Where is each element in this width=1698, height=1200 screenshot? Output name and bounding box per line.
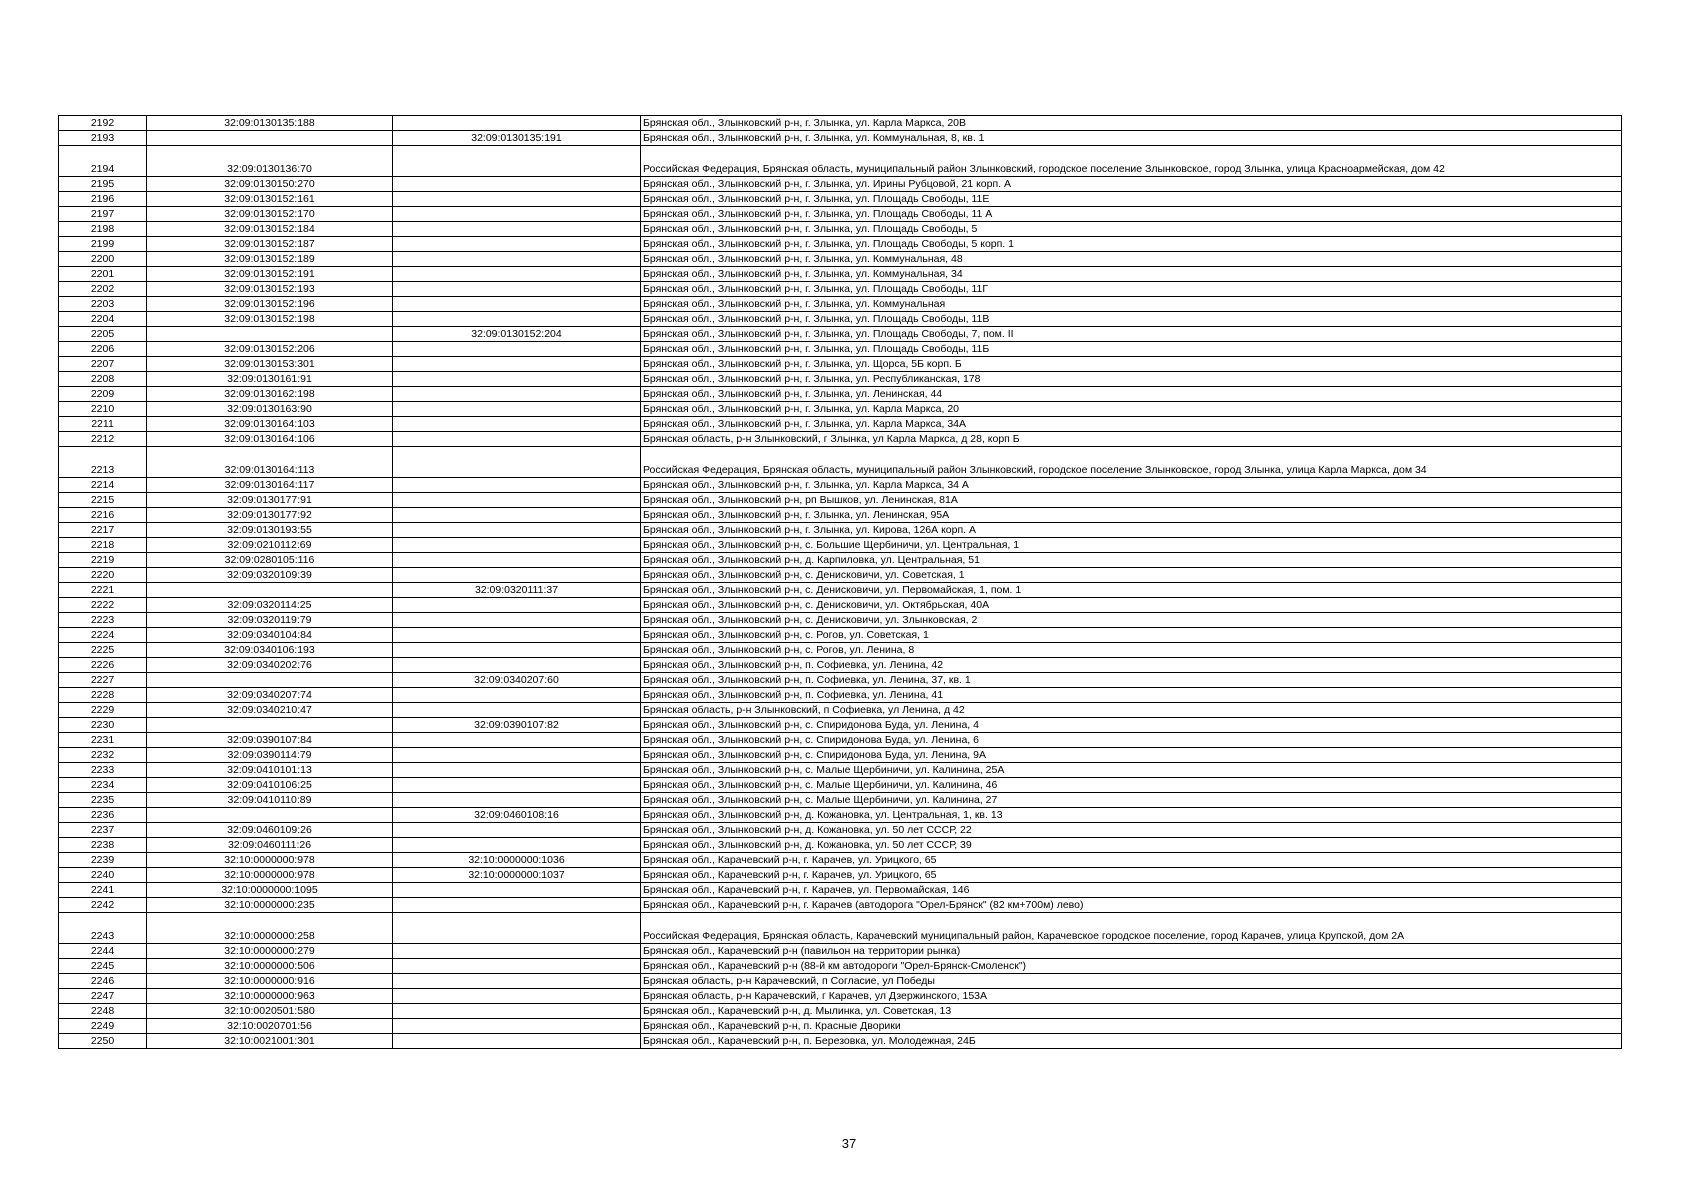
- address-cell: Брянская обл., Карачевский р-н, п. Березовка, ул. Молодежная, 24Б: [641, 1034, 1622, 1049]
- table-row: [59, 568, 1622, 583]
- table-row: [59, 868, 1622, 883]
- table-row: [59, 387, 1622, 402]
- address-cell: Брянская обл., Злынковский р-н, п. Софиевка, ул. Ленина, 37, кв. 1: [641, 673, 1622, 688]
- address-cell: Брянская область, р-н Карачевский, г Карачев, ул Дзержинского, 153А: [641, 989, 1622, 1004]
- cadastral-number-cell: 32:10:0020501:580: [147, 1004, 393, 1019]
- row-number-cell: 2229: [59, 703, 147, 718]
- address-cell: Брянская обл., Карачевский р-н, д. Мылинка, ул. Советская, 13: [641, 1004, 1622, 1019]
- row-number-cell: 2249: [59, 1019, 147, 1034]
- address-cell: Брянская обл., Злынковский р-н, г. Злынка, ул. Коммунальная, 48: [641, 252, 1622, 267]
- row-number-cell: 2237: [59, 823, 147, 838]
- cadastral-number-cell: 32:10:0000000:258: [147, 913, 393, 944]
- row-number-cell: 2228: [59, 688, 147, 703]
- premises-cadastral-number-cell: [393, 628, 641, 643]
- premises-cadastral-number-cell: [393, 417, 641, 432]
- cadastral-number-cell: [147, 673, 393, 688]
- table-row: [59, 748, 1622, 763]
- row-number-cell: 2208: [59, 372, 147, 387]
- cadastral-number-cell: 32:10:0000000:978: [147, 853, 393, 868]
- registry-table-body: [59, 116, 1622, 1049]
- row-number-cell: 2245: [59, 959, 147, 974]
- premises-cadastral-number-cell: [393, 568, 641, 583]
- premises-cadastral-number-cell: [393, 974, 641, 989]
- table-row: [59, 1004, 1622, 1019]
- row-number-cell: 2225: [59, 643, 147, 658]
- cadastral-number-cell: 32:09:0410106:25: [147, 778, 393, 793]
- row-number-cell: 2199: [59, 237, 147, 252]
- table-row: [59, 146, 1622, 177]
- table-row: [59, 898, 1622, 913]
- cadastral-number-cell: 32:10:0000000:506: [147, 959, 393, 974]
- row-number-cell: 2233: [59, 763, 147, 778]
- cadastral-number-cell: 32:09:0130152:187: [147, 237, 393, 252]
- address-cell: Брянская обл., Карачевский р-н, г. Карачев, ул. Урицкого, 65: [641, 868, 1622, 883]
- address-cell: Брянская обл., Злынковский р-н, п. Софиевка, ул. Ленина, 42: [641, 658, 1622, 673]
- cadastral-number-cell: [147, 718, 393, 733]
- row-number-cell: 2243: [59, 913, 147, 944]
- table-row: [59, 583, 1622, 598]
- table-row: [59, 523, 1622, 538]
- row-number-cell: 2214: [59, 478, 147, 493]
- address-cell: Брянская обл., Злынковский р-н, с. Большие Щербиничи, ул. Центральная, 1: [641, 538, 1622, 553]
- address-cell: Брянская обл., Злынковский р-н, г. Злынка, ул. Карла Маркса, 34А: [641, 417, 1622, 432]
- table-row: [59, 763, 1622, 778]
- row-number-cell: 2234: [59, 778, 147, 793]
- premises-cadastral-number-cell: [393, 493, 641, 508]
- row-number-cell: 2203: [59, 297, 147, 312]
- address-cell: Брянская обл., Злынковский р-н, с. Спиридонова Буда, ул. Ленина, 9А: [641, 748, 1622, 763]
- row-number-cell: 2195: [59, 177, 147, 192]
- table-row: [59, 116, 1622, 131]
- address-cell: Брянская обл., Злынковский р-н, с. Рогов, ул. Советская, 1: [641, 628, 1622, 643]
- address-cell: Брянская обл., Злынковский р-н, г. Злынка, ул. Площадь Свободы, 11Г: [641, 282, 1622, 297]
- premises-cadastral-number-cell: [393, 237, 641, 252]
- premises-cadastral-number-cell: [393, 944, 641, 959]
- address-cell: Брянская обл., Злынковский р-н, с. Малые Щербиничи, ул. Калинина, 46: [641, 778, 1622, 793]
- table-row: [59, 703, 1622, 718]
- row-number-cell: 2235: [59, 793, 147, 808]
- row-number-cell: 2230: [59, 718, 147, 733]
- address-cell: Брянская обл., Злынковский р-н, г. Злынка, ул. Площадь Свободы, 11Б: [641, 342, 1622, 357]
- table-row: [59, 673, 1622, 688]
- premises-cadastral-number-cell: 32:09:0340207:60: [393, 673, 641, 688]
- row-number-cell: 2202: [59, 282, 147, 297]
- row-number-cell: 2212: [59, 432, 147, 447]
- address-cell: Брянская обл., Злынковский р-н, г. Злынка, ул. Карла Маркса, 20В: [641, 116, 1622, 131]
- table-row: [59, 447, 1622, 478]
- row-number-cell: 2226: [59, 658, 147, 673]
- table-row: [59, 297, 1622, 312]
- table-row: [59, 613, 1622, 628]
- page-number: 37: [841, 1136, 857, 1151]
- table-row: [59, 177, 1622, 192]
- address-cell: Брянская обл., Злынковский р-н, с. Спиридонова Буда, ул. Ленина, 4: [641, 718, 1622, 733]
- premises-cadastral-number-cell: [393, 553, 641, 568]
- table-row: [59, 432, 1622, 447]
- address-cell: Брянская обл., Злынковский р-н, с. Малые Щербиничи, ул. Калинина, 25А: [641, 763, 1622, 778]
- address-cell: Брянская область, р-н Злынковский, п Софиевка, ул Ленина, д 42: [641, 703, 1622, 718]
- premises-cadastral-number-cell: [393, 297, 641, 312]
- address-cell: Брянская обл., Злынковский р-н, п. Софиевка, ул. Ленина, 41: [641, 688, 1622, 703]
- table-row: [59, 553, 1622, 568]
- table-row: [59, 883, 1622, 898]
- premises-cadastral-number-cell: [393, 282, 641, 297]
- premises-cadastral-number-cell: [393, 989, 641, 1004]
- cadastral-number-cell: 32:10:0020701:56: [147, 1019, 393, 1034]
- address-cell: Брянская обл., Злынковский р-н, д. Кожановка, ул. 50 лет СССР, 22: [641, 823, 1622, 838]
- address-cell: Брянская обл., Злынковский р-н, д. Карпиловка, ул. Центральная, 51: [641, 553, 1622, 568]
- table-row: [59, 688, 1622, 703]
- cadastral-number-cell: 32:09:0390107:84: [147, 733, 393, 748]
- address-cell: Брянская обл., Злынковский р-н, с. Малые Щербиничи, ул. Калинина, 27: [641, 793, 1622, 808]
- premises-cadastral-number-cell: [393, 267, 641, 282]
- table-row: [59, 808, 1622, 823]
- cadastral-number-cell: 32:10:0000000:978: [147, 868, 393, 883]
- row-number-cell: 2246: [59, 974, 147, 989]
- table-row: [59, 718, 1622, 733]
- table-row: [59, 853, 1622, 868]
- address-cell: Брянская обл., Карачевский р-н, п. Красные Дворики: [641, 1019, 1622, 1034]
- cadastral-number-cell: 32:10:0000000:963: [147, 989, 393, 1004]
- table-row: [59, 493, 1622, 508]
- address-cell: Брянская обл., Злынковский р-н, г. Злынка, ул. Площадь Свободы, 5: [641, 222, 1622, 237]
- premises-cadastral-number-cell: 32:09:0390107:82: [393, 718, 641, 733]
- address-cell: Брянская обл., Злынковский р-н, с. Рогов, ул. Ленина, 8: [641, 643, 1622, 658]
- address-cell: Российская Федерация, Брянская область, Карачевский муниципальный район, Карачевское городское поселение, город Карачев, улица Крупской, дом 2А: [641, 913, 1622, 944]
- cadastral-number-cell: 32:09:0130152:184: [147, 222, 393, 237]
- address-cell: Брянская обл., Злынковский р-н, с. Денисковичи, ул. Первомайская, 1, пом. 1: [641, 583, 1622, 598]
- address-cell: Брянская обл., Злынковский р-н, г. Злынка, ул. Ленинская, 95А: [641, 508, 1622, 523]
- row-number-cell: 2196: [59, 192, 147, 207]
- premises-cadastral-number-cell: [393, 312, 641, 327]
- row-number-cell: 2238: [59, 838, 147, 853]
- row-number-cell: 2213: [59, 447, 147, 478]
- cadastral-number-cell: 32:09:0340104:84: [147, 628, 393, 643]
- table-row: [59, 222, 1622, 237]
- row-number-cell: 2194: [59, 146, 147, 177]
- address-cell: Брянская обл., Злынковский р-н, г. Злынка, ул. Площадь Свободы, 11Е: [641, 192, 1622, 207]
- table-row: [59, 327, 1622, 342]
- premises-cadastral-number-cell: [393, 538, 641, 553]
- table-row: [59, 192, 1622, 207]
- table-row: [59, 974, 1622, 989]
- premises-cadastral-number-cell: [393, 478, 641, 493]
- address-cell: Брянская обл., Злынковский р-н, г. Злынка, ул. Площадь Свободы, 5 корп. 1: [641, 237, 1622, 252]
- registry-table: [58, 115, 1622, 1049]
- premises-cadastral-number-cell: [393, 793, 641, 808]
- address-cell: Брянская область, р-н Карачевский, п Согласие, ул Победы: [641, 974, 1622, 989]
- premises-cadastral-number-cell: [393, 703, 641, 718]
- premises-cadastral-number-cell: [393, 1034, 641, 1049]
- table-row: [59, 913, 1622, 944]
- cadastral-number-cell: 32:09:0130152:196: [147, 297, 393, 312]
- address-cell: Брянская обл., Карачевский р-н, г. Карачев, ул. Урицкого, 65: [641, 853, 1622, 868]
- address-cell: Брянская обл., Злынковский р-н, г. Злынка, ул. Площадь Свободы, 11В: [641, 312, 1622, 327]
- table-row: [59, 252, 1622, 267]
- cadastral-number-cell: 32:09:0340210:47: [147, 703, 393, 718]
- address-cell: Брянская обл., Злынковский р-н, г. Злынка, ул. Карла Маркса, 34 А: [641, 478, 1622, 493]
- table-row: [59, 417, 1622, 432]
- cadastral-number-cell: 32:09:0320119:79: [147, 613, 393, 628]
- row-number-cell: 2241: [59, 883, 147, 898]
- premises-cadastral-number-cell: [393, 913, 641, 944]
- row-number-cell: 2206: [59, 342, 147, 357]
- cadastral-number-cell: 32:09:0130164:117: [147, 478, 393, 493]
- address-cell: Брянская обл., Злынковский р-н, г. Злынка, ул. Коммунальная, 8, кв. 1: [641, 131, 1622, 146]
- address-cell: Брянская обл., Злынковский р-н, рп Вышков, ул. Ленинская, 81А: [641, 493, 1622, 508]
- table-row: [59, 959, 1622, 974]
- premises-cadastral-number-cell: [393, 778, 641, 793]
- premises-cadastral-number-cell: [393, 688, 641, 703]
- premises-cadastral-number-cell: [393, 823, 641, 838]
- cadastral-number-cell: 32:09:0320114:25: [147, 598, 393, 613]
- table-row: [59, 357, 1622, 372]
- table-row: [59, 778, 1622, 793]
- address-cell: Брянская обл., Карачевский р-н, г. Карачев (автодорога "Орел-Брянск" (82 км+700м) лево): [641, 898, 1622, 913]
- row-number-cell: 2216: [59, 508, 147, 523]
- cadastral-number-cell: [147, 808, 393, 823]
- premises-cadastral-number-cell: [393, 838, 641, 853]
- row-number-cell: 2204: [59, 312, 147, 327]
- table-row: [59, 733, 1622, 748]
- premises-cadastral-number-cell: 32:10:0000000:1036: [393, 853, 641, 868]
- premises-cadastral-number-cell: [393, 643, 641, 658]
- premises-cadastral-number-cell: [393, 763, 641, 778]
- cadastral-number-cell: 32:09:0130152:191: [147, 267, 393, 282]
- address-cell: Брянская обл., Злынковский р-н, г. Злынка, ул. Ирины Рубцовой, 21 корп. А: [641, 177, 1622, 192]
- table-row: [59, 237, 1622, 252]
- address-cell: Брянская обл., Злынковский р-н, г. Злынка, ул. Ленинская, 44: [641, 387, 1622, 402]
- cadastral-number-cell: 32:09:0130153:301: [147, 357, 393, 372]
- row-number-cell: 2236: [59, 808, 147, 823]
- cadastral-number-cell: 32:09:0130164:106: [147, 432, 393, 447]
- row-number-cell: 2231: [59, 733, 147, 748]
- premises-cadastral-number-cell: 32:09:0130152:204: [393, 327, 641, 342]
- cadastral-number-cell: 32:09:0210112:69: [147, 538, 393, 553]
- row-number-cell: 2198: [59, 222, 147, 237]
- cadastral-number-cell: 32:09:0130152:161: [147, 192, 393, 207]
- row-number-cell: 2242: [59, 898, 147, 913]
- address-cell: Брянская обл., Злынковский р-н, д. Кожановка, ул. 50 лет СССР, 39: [641, 838, 1622, 853]
- address-cell: Брянская обл., Злынковский р-н, с. Денисковичи, ул. Советская, 1: [641, 568, 1622, 583]
- address-cell: Брянская обл., Карачевский р-н (88-й км автодороги "Орел-Брянск-Смоленск"): [641, 959, 1622, 974]
- cadastral-number-cell: 32:09:0340202:76: [147, 658, 393, 673]
- row-number-cell: 2221: [59, 583, 147, 598]
- row-number-cell: 2244: [59, 944, 147, 959]
- cadastral-number-cell: 32:09:0340207:74: [147, 688, 393, 703]
- address-cell: Брянская обл., Злынковский р-н, г. Злынка, ул. Республиканская, 178: [641, 372, 1622, 387]
- table-row: [59, 372, 1622, 387]
- cadastral-number-cell: 32:10:0000000:235: [147, 898, 393, 913]
- cadastral-number-cell: 32:09:0280105:116: [147, 553, 393, 568]
- cadastral-number-cell: 32:09:0320109:39: [147, 568, 393, 583]
- cadastral-number-cell: 32:10:0021001:301: [147, 1034, 393, 1049]
- address-cell: Брянская обл., Злынковский р-н, г. Злынка, ул. Коммунальная, 34: [641, 267, 1622, 282]
- row-number-cell: 2223: [59, 613, 147, 628]
- cadastral-number-cell: 32:09:0130162:198: [147, 387, 393, 402]
- row-number-cell: 2222: [59, 598, 147, 613]
- table-row: [59, 342, 1622, 357]
- row-number-cell: 2200: [59, 252, 147, 267]
- premises-cadastral-number-cell: [393, 146, 641, 177]
- table-row: [59, 823, 1622, 838]
- premises-cadastral-number-cell: [393, 116, 641, 131]
- address-cell: Брянская обл., Злынковский р-н, с. Денисковичи, ул. Злынковская, 2: [641, 613, 1622, 628]
- cadastral-number-cell: 32:09:0130152:170: [147, 207, 393, 222]
- row-number-cell: 2220: [59, 568, 147, 583]
- address-cell: Брянская обл., Злынковский р-н, г. Злынка, ул. Коммунальная: [641, 297, 1622, 312]
- address-cell: Российская Федерация, Брянская область, муниципальный район Злынковский, городское поселение Злынковское, город Злынка, улица Красноармейская, дом 42: [641, 146, 1622, 177]
- table-row: [59, 989, 1622, 1004]
- row-number-cell: 2193: [59, 131, 147, 146]
- premises-cadastral-number-cell: [393, 192, 641, 207]
- premises-cadastral-number-cell: [393, 883, 641, 898]
- premises-cadastral-number-cell: [393, 177, 641, 192]
- table-row: [59, 131, 1622, 146]
- table-row: [59, 538, 1622, 553]
- table-row: [59, 1034, 1622, 1049]
- premises-cadastral-number-cell: 32:09:0460108:16: [393, 808, 641, 823]
- premises-cadastral-number-cell: [393, 733, 641, 748]
- address-cell: Брянская обл., Карачевский р-н (павильон на территории рынка): [641, 944, 1622, 959]
- row-number-cell: 2224: [59, 628, 147, 643]
- table-row: [59, 282, 1622, 297]
- address-cell: Брянская обл., Карачевский р-н, г. Карачев, ул. Первомайская, 146: [641, 883, 1622, 898]
- cadastral-number-cell: 32:09:0130177:91: [147, 493, 393, 508]
- cadastral-number-cell: 32:09:0130152:189: [147, 252, 393, 267]
- address-cell: Брянская обл., Злынковский р-н, с. Спиридонова Буда, ул. Ленина, 6: [641, 733, 1622, 748]
- table-row: [59, 838, 1622, 853]
- cadastral-number-cell: 32:10:0000000:916: [147, 974, 393, 989]
- premises-cadastral-number-cell: [393, 402, 641, 417]
- row-number-cell: 2197: [59, 207, 147, 222]
- row-number-cell: 2240: [59, 868, 147, 883]
- address-cell: Брянская область, р-н Злынковский, г Злынка, ул Карла Маркса, д 28, корп Б: [641, 432, 1622, 447]
- premises-cadastral-number-cell: [393, 252, 641, 267]
- row-number-cell: 2205: [59, 327, 147, 342]
- address-cell: Брянская обл., Злынковский р-н, г. Злынка, ул. Площадь Свободы, 7, пом. II: [641, 327, 1622, 342]
- premises-cadastral-number-cell: [393, 357, 641, 372]
- table-row: [59, 402, 1622, 417]
- premises-cadastral-number-cell: [393, 1004, 641, 1019]
- premises-cadastral-number-cell: 32:09:0320111:37: [393, 583, 641, 598]
- premises-cadastral-number-cell: [393, 447, 641, 478]
- cadastral-number-cell: [147, 327, 393, 342]
- table-row: [59, 793, 1622, 808]
- premises-cadastral-number-cell: [393, 207, 641, 222]
- address-cell: Российская Федерация, Брянская область, муниципальный район Злынковский, городское поселение Злынковское, город Злынка, улица Карла Маркса, дом 34: [641, 447, 1622, 478]
- cadastral-number-cell: 32:09:0390114:79: [147, 748, 393, 763]
- cadastral-number-cell: 32:09:0130177:92: [147, 508, 393, 523]
- premises-cadastral-number-cell: [393, 748, 641, 763]
- premises-cadastral-number-cell: [393, 658, 641, 673]
- address-cell: Брянская обл., Злынковский р-н, г. Злынка, ул. Площадь Свободы, 11 А: [641, 207, 1622, 222]
- cadastral-number-cell: 32:10:0000000:279: [147, 944, 393, 959]
- cadastral-number-cell: 32:09:0130164:113: [147, 447, 393, 478]
- premises-cadastral-number-cell: [393, 613, 641, 628]
- row-number-cell: 2207: [59, 357, 147, 372]
- table-row: [59, 658, 1622, 673]
- row-number-cell: 2209: [59, 387, 147, 402]
- cadastral-number-cell: 32:09:0130152:206: [147, 342, 393, 357]
- cadastral-number-cell: 32:10:0000000:1095: [147, 883, 393, 898]
- table-row: [59, 207, 1622, 222]
- row-number-cell: 2210: [59, 402, 147, 417]
- premises-cadastral-number-cell: [393, 372, 641, 387]
- row-number-cell: 2215: [59, 493, 147, 508]
- row-number-cell: 2201: [59, 267, 147, 282]
- address-cell: Брянская обл., Злынковский р-н, г. Злынка, ул. Кирова, 126А корп. А: [641, 523, 1622, 538]
- premises-cadastral-number-cell: [393, 898, 641, 913]
- row-number-cell: 2239: [59, 853, 147, 868]
- premises-cadastral-number-cell: [393, 1019, 641, 1034]
- row-number-cell: 2217: [59, 523, 147, 538]
- row-number-cell: 2232: [59, 748, 147, 763]
- cadastral-number-cell: 32:09:0130136:70: [147, 146, 393, 177]
- cadastral-number-cell: 32:09:0130135:188: [147, 116, 393, 131]
- row-number-cell: 2247: [59, 989, 147, 1004]
- premises-cadastral-number-cell: [393, 342, 641, 357]
- premises-cadastral-number-cell: [393, 222, 641, 237]
- address-cell: Брянская обл., Злынковский р-н, д. Кожановка, ул. Центральная, 1, кв. 13: [641, 808, 1622, 823]
- cadastral-number-cell: 32:09:0130193:55: [147, 523, 393, 538]
- table-row: [59, 508, 1622, 523]
- row-number-cell: 2248: [59, 1004, 147, 1019]
- cadastral-number-cell: 32:09:0460111:26: [147, 838, 393, 853]
- premises-cadastral-number-cell: [393, 959, 641, 974]
- table-row: [59, 267, 1622, 282]
- premises-cadastral-number-cell: [393, 508, 641, 523]
- premises-cadastral-number-cell: [393, 598, 641, 613]
- table-row: [59, 312, 1622, 327]
- table-row: [59, 598, 1622, 613]
- cadastral-number-cell: 32:09:0410101:13: [147, 763, 393, 778]
- cadastral-number-cell: 32:09:0130161:91: [147, 372, 393, 387]
- address-cell: Брянская обл., Злынковский р-н, с. Денисковичи, ул. Октябрьская, 40А: [641, 598, 1622, 613]
- cadastral-number-cell: 32:09:0340106:193: [147, 643, 393, 658]
- row-number-cell: 2219: [59, 553, 147, 568]
- row-number-cell: 2227: [59, 673, 147, 688]
- cadastral-number-cell: 32:09:0130152:193: [147, 282, 393, 297]
- address-cell: Брянская обл., Злынковский р-н, г. Злынка, ул. Щорса, 5Б корп. Б: [641, 357, 1622, 372]
- row-number-cell: 2211: [59, 417, 147, 432]
- table-row: [59, 478, 1622, 493]
- premises-cadastral-number-cell: [393, 523, 641, 538]
- row-number-cell: 2250: [59, 1034, 147, 1049]
- cadastral-number-cell: 32:09:0130163:90: [147, 402, 393, 417]
- cadastral-number-cell: 32:09:0130164:103: [147, 417, 393, 432]
- cadastral-number-cell: 32:09:0460109:26: [147, 823, 393, 838]
- row-number-cell: 2192: [59, 116, 147, 131]
- premises-cadastral-number-cell: [393, 387, 641, 402]
- cadastral-number-cell: 32:09:0410110:89: [147, 793, 393, 808]
- cadastral-number-cell: 32:09:0130152:198: [147, 312, 393, 327]
- premises-cadastral-number-cell: 32:10:0000000:1037: [393, 868, 641, 883]
- row-number-cell: 2218: [59, 538, 147, 553]
- table-row: [59, 944, 1622, 959]
- premises-cadastral-number-cell: [393, 432, 641, 447]
- table-row: [59, 628, 1622, 643]
- table-row: [59, 643, 1622, 658]
- table-row: [59, 1019, 1622, 1034]
- cadastral-number-cell: [147, 583, 393, 598]
- cadastral-number-cell: [147, 131, 393, 146]
- premises-cadastral-number-cell: 32:09:0130135:191: [393, 131, 641, 146]
- cadastral-number-cell: 32:09:0130150:270: [147, 177, 393, 192]
- address-cell: Брянская обл., Злынковский р-н, г. Злынка, ул. Карла Маркса, 20: [641, 402, 1622, 417]
